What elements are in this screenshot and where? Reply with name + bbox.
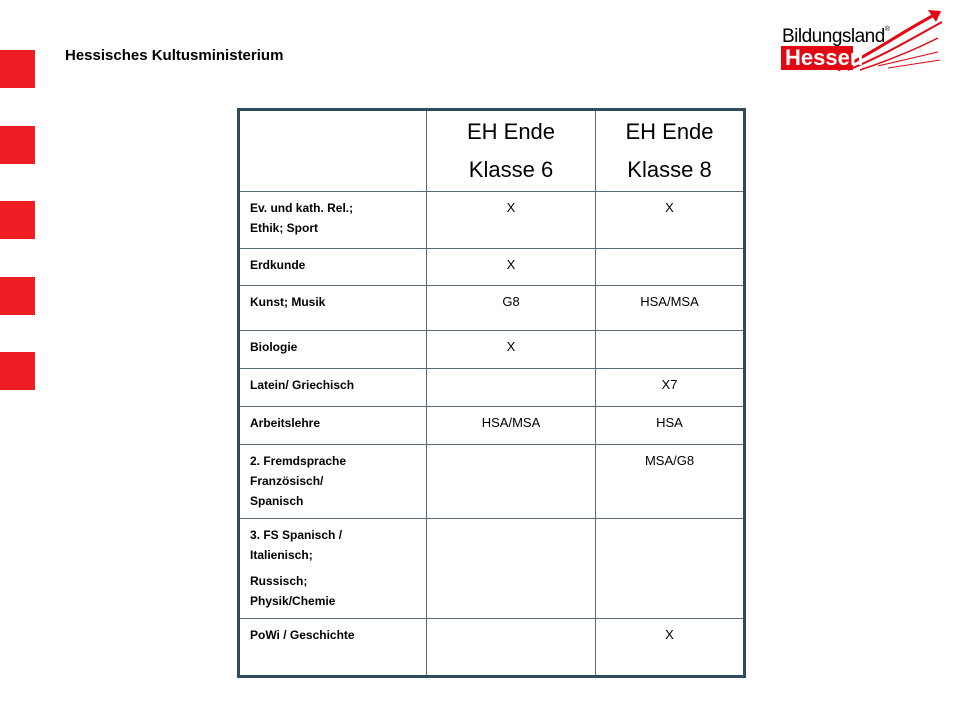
value-cell-klasse-8: MSA/G8 bbox=[596, 445, 745, 519]
table-row bbox=[239, 369, 745, 407]
logo-line-2: Hessen bbox=[785, 45, 864, 70]
subject-cell: Kunst; Musik bbox=[239, 286, 427, 331]
value-cell-klasse-6 bbox=[427, 445, 596, 519]
value-cell-klasse-6: X bbox=[427, 192, 596, 249]
value-cell-klasse-8: HSA/MSA bbox=[596, 286, 745, 331]
table-row bbox=[239, 249, 745, 286]
table-row bbox=[239, 445, 745, 519]
red-decor-block-4 bbox=[0, 277, 35, 315]
table-row bbox=[239, 407, 745, 445]
red-decor-block-3 bbox=[0, 201, 35, 239]
subject-cell: 3. FS Spanisch / Italienisch; Russisch; Physik/Chemie bbox=[239, 519, 427, 619]
value-cell-klasse-6: X bbox=[427, 249, 596, 286]
value-cell-klasse-8 bbox=[596, 249, 745, 286]
header-cell-empty bbox=[239, 110, 427, 192]
table-row bbox=[239, 286, 745, 331]
value-cell-klasse-6 bbox=[427, 519, 596, 619]
table-row bbox=[239, 192, 745, 249]
value-cell-klasse-6: HSA/MSA bbox=[427, 407, 596, 445]
value-cell-klasse-6 bbox=[427, 369, 596, 407]
subject-cell: Ev. und kath. Rel.; Ethik; Sport bbox=[239, 192, 427, 249]
table-row bbox=[239, 331, 745, 369]
value-cell-klasse-6: X bbox=[427, 331, 596, 369]
bildungsland-hessen-logo bbox=[778, 8, 948, 74]
header-cell-klasse-8: EH Ende Klasse 8 bbox=[596, 110, 745, 192]
subject-cell: Biologie bbox=[239, 331, 427, 369]
value-cell-klasse-8: X bbox=[596, 192, 745, 249]
subject-table bbox=[237, 108, 746, 678]
value-cell-klasse-8: X7 bbox=[596, 369, 745, 407]
value-cell-klasse-8 bbox=[596, 331, 745, 369]
subject-cell: 2. Fremdsprache Französisch/ Spanisch bbox=[239, 445, 427, 519]
table-row bbox=[239, 519, 745, 619]
red-decor-block-1 bbox=[0, 50, 35, 88]
value-cell-klasse-8 bbox=[596, 519, 745, 619]
red-decor-block-2 bbox=[0, 126, 35, 164]
value-cell-klasse-8: HSA bbox=[596, 407, 745, 445]
subject-cell: Latein/ Griechisch bbox=[239, 369, 427, 407]
logo-line-1: Bildungsland® bbox=[782, 26, 890, 47]
header-cell-klasse-6: EH Ende Klasse 6 bbox=[427, 110, 596, 192]
subject-cell: Arbeitslehre bbox=[239, 407, 427, 445]
value-cell-klasse-8: X bbox=[596, 619, 745, 677]
ministry-title: Hessisches Kultusministerium bbox=[65, 47, 284, 64]
subject-cell: PoWi / Geschichte bbox=[239, 619, 427, 677]
table-row bbox=[239, 619, 745, 677]
value-cell-klasse-6 bbox=[427, 619, 596, 677]
subject-cell: Erdkunde bbox=[239, 249, 427, 286]
table-header-row bbox=[239, 110, 745, 192]
value-cell-klasse-6: G8 bbox=[427, 286, 596, 331]
red-decor-block-5 bbox=[0, 352, 35, 390]
